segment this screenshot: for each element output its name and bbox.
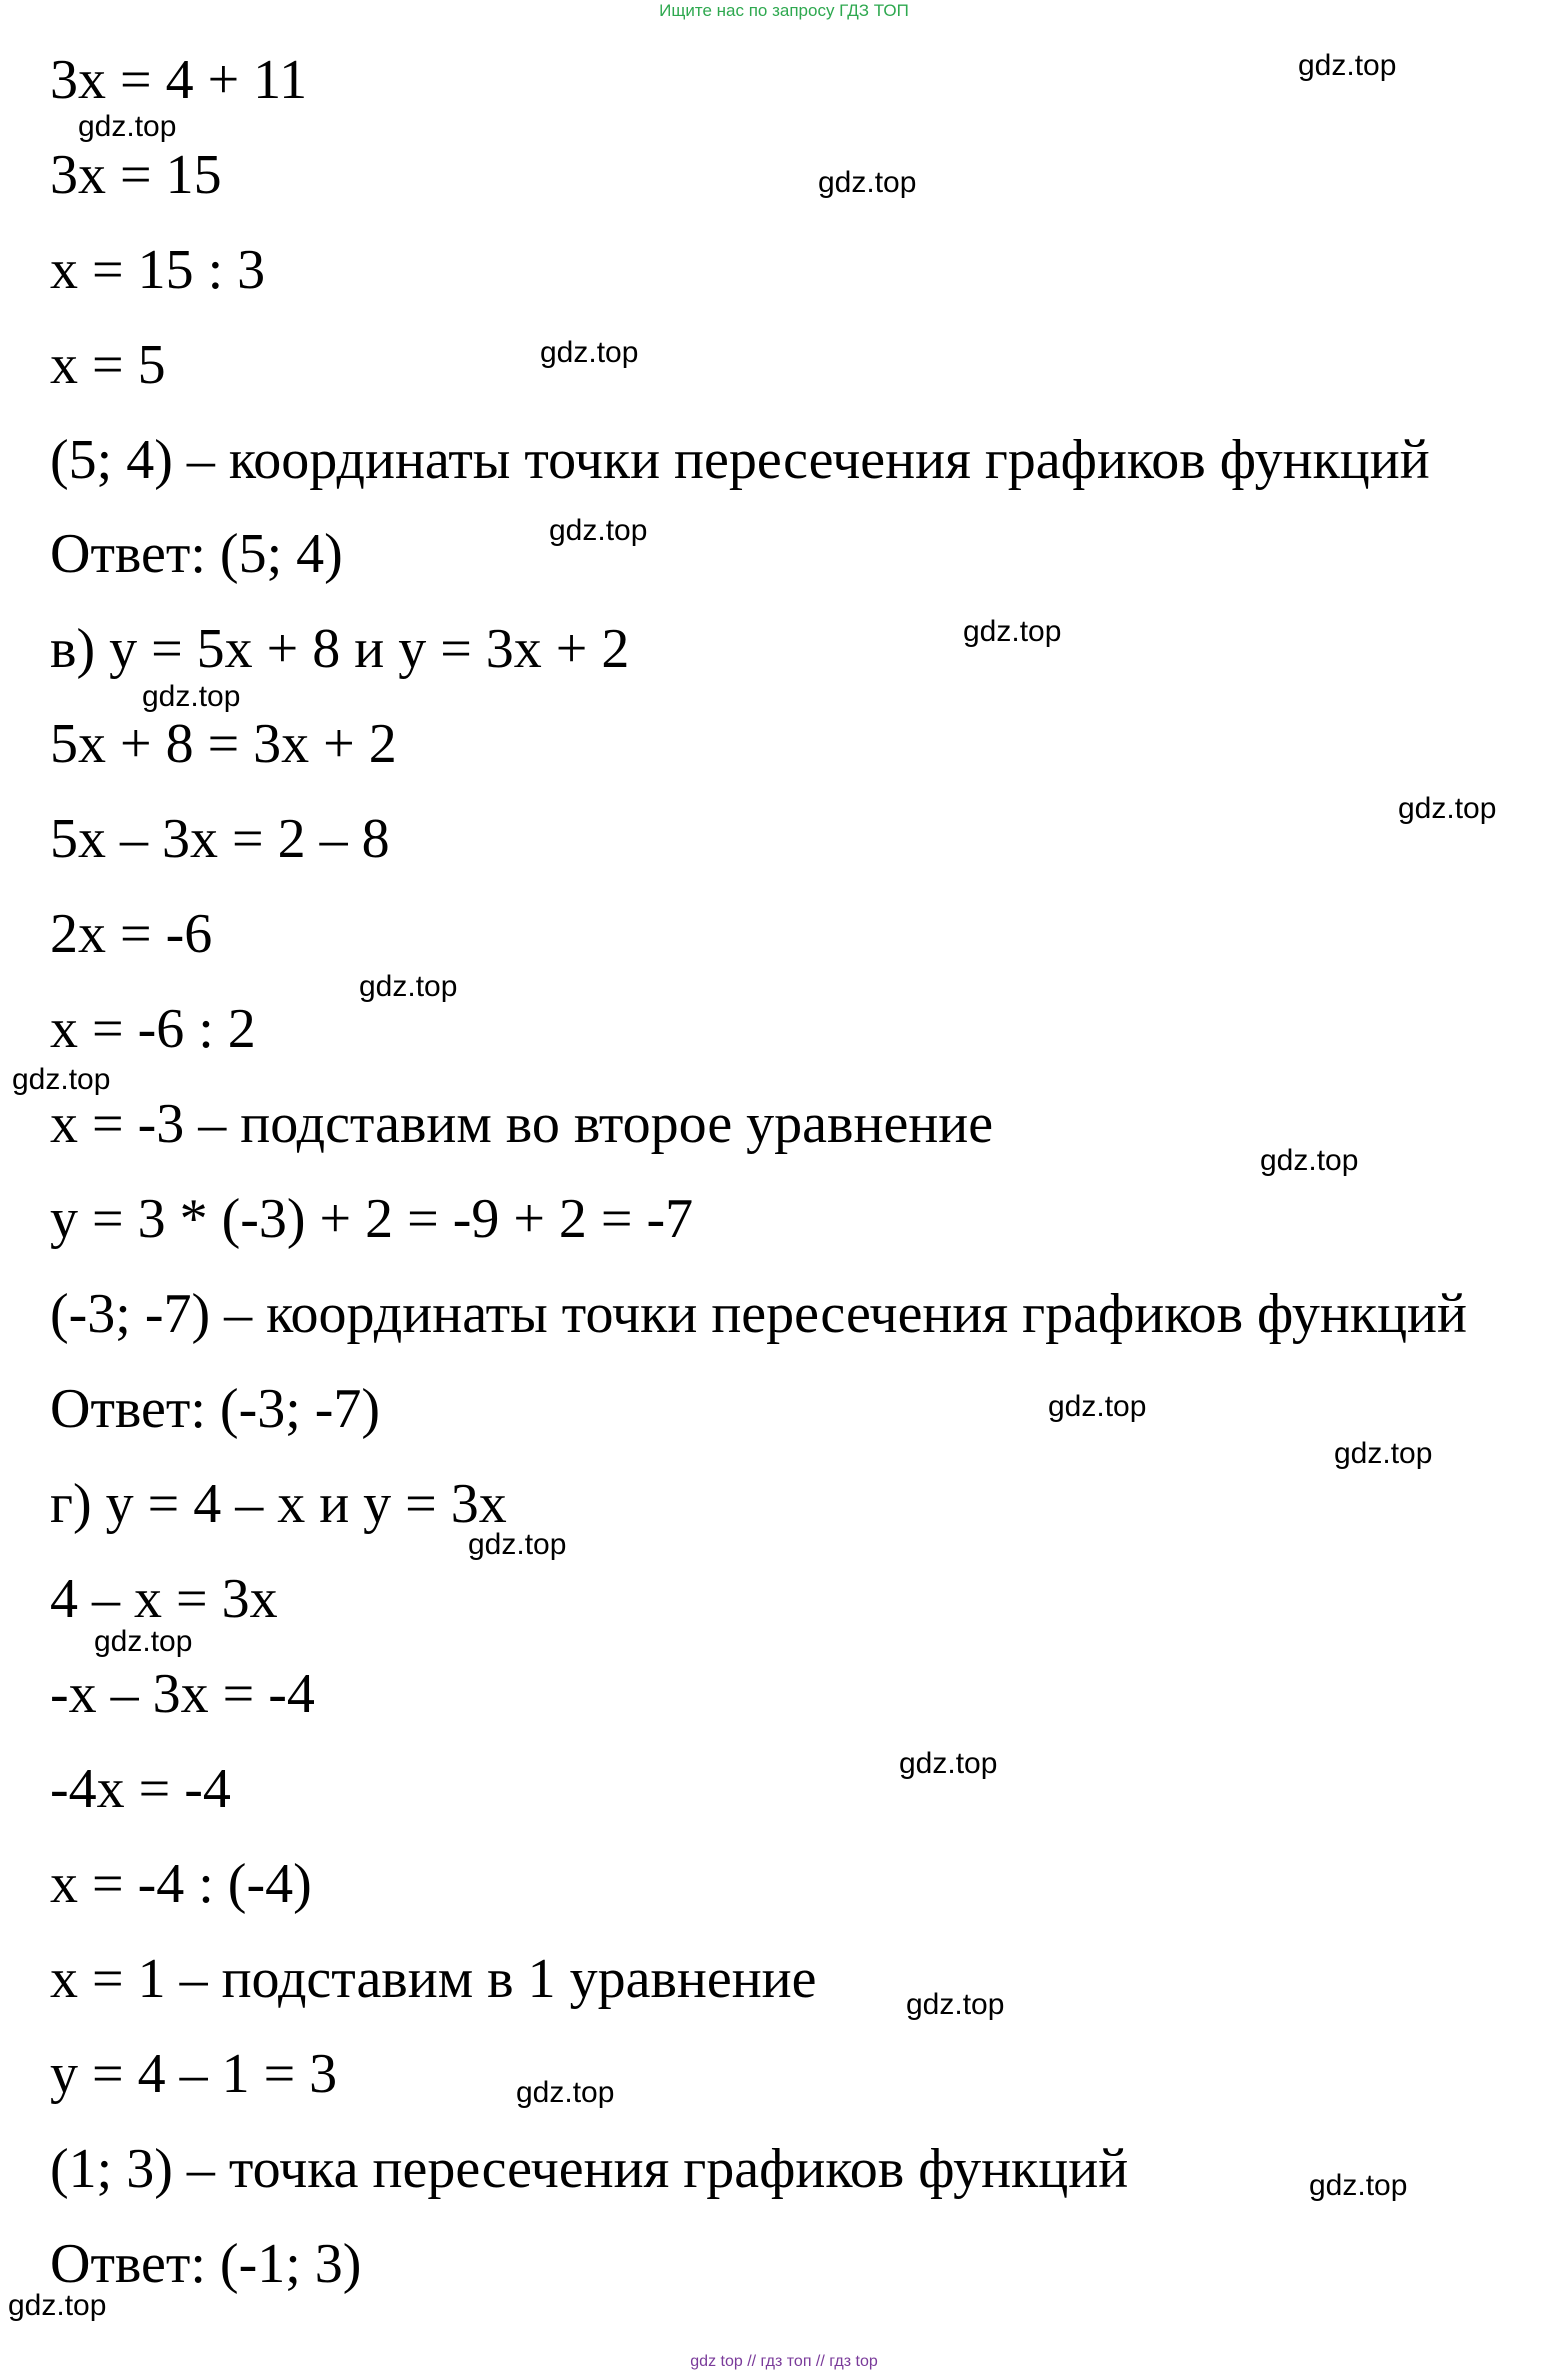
watermark: gdz.top — [468, 1528, 567, 1561]
watermark: gdz.top — [142, 680, 241, 713]
solution-line: г) y = 4 – x и y = 3x — [50, 1473, 507, 1535]
watermark: gdz.top — [516, 2076, 615, 2109]
solution-line: -x – 3x = -4 — [50, 1663, 315, 1725]
watermark: gdz.top — [1398, 792, 1497, 825]
watermark: gdz.top — [1334, 1437, 1433, 1470]
watermark: gdz.top — [1298, 49, 1397, 82]
watermark: gdz.top — [818, 166, 917, 199]
solution-line: 4 – x = 3x — [50, 1568, 278, 1630]
solution-line: Ответ: (5; 4) — [50, 523, 343, 585]
solution-line: y = 3 * (-3) + 2 = -9 + 2 = -7 — [50, 1188, 694, 1250]
solution-line: 5x + 8 = 3x + 2 — [50, 713, 397, 775]
solution-line: (1; 3) – точка пересечения графиков функций — [50, 2138, 1129, 2200]
watermark: gdz.top — [899, 1747, 998, 1780]
solution-line: y = 4 – 1 = 3 — [50, 2043, 338, 2105]
solution-line: в) y = 5x + 8 и y = 3x + 2 — [50, 618, 630, 680]
solution-line: x = -4 : (-4) — [50, 1853, 312, 1915]
watermark: gdz.top — [540, 336, 639, 369]
solution-line: (5; 4) – координаты точки пересечения графиков функций — [50, 429, 1430, 491]
solution-line: 5x – 3x = 2 – 8 — [50, 808, 390, 870]
solution-line: 3x = 15 — [50, 144, 222, 206]
solution-line: -4x = -4 — [50, 1758, 231, 1820]
watermark: gdz.top — [78, 110, 177, 143]
watermark: gdz.top — [1260, 1144, 1359, 1177]
footer-credit: gdz top // гдз топ // гдз top — [690, 2353, 878, 2370]
watermark: gdz.top — [359, 970, 458, 1003]
solution-line: x = 15 : 3 — [50, 239, 266, 301]
top-banner: Ищите нас по запросу ГДЗ ТОП — [659, 1, 909, 20]
watermark: gdz.top — [963, 615, 1062, 648]
solution-line: x = -6 : 2 — [50, 998, 256, 1060]
watermark: gdz.top — [1048, 1390, 1147, 1423]
solution-line: (-3; -7) – координаты точки пересечения графиков функций — [50, 1283, 1467, 1345]
watermark: gdz.top — [8, 2289, 107, 2322]
watermark: gdz.top — [1309, 2169, 1408, 2202]
solution-line: Ответ: (-1; 3) — [50, 2233, 362, 2295]
watermark: gdz.top — [549, 514, 648, 547]
solution-line: Ответ: (-3; -7) — [50, 1378, 381, 1440]
solution-line: 2x = -6 — [50, 903, 213, 965]
watermark: gdz.top — [12, 1063, 111, 1096]
solution-line: x = 1 – подставим в 1 уравнение — [50, 1948, 817, 2010]
solution-line: x = 5 — [50, 334, 166, 396]
solution-line: 3x = 4 + 11 — [50, 49, 308, 111]
watermark: gdz.top — [94, 1625, 193, 1658]
watermark: gdz.top — [906, 1988, 1005, 2021]
solution-line: x = -3 – подставим во второе уравнение — [50, 1093, 994, 1155]
